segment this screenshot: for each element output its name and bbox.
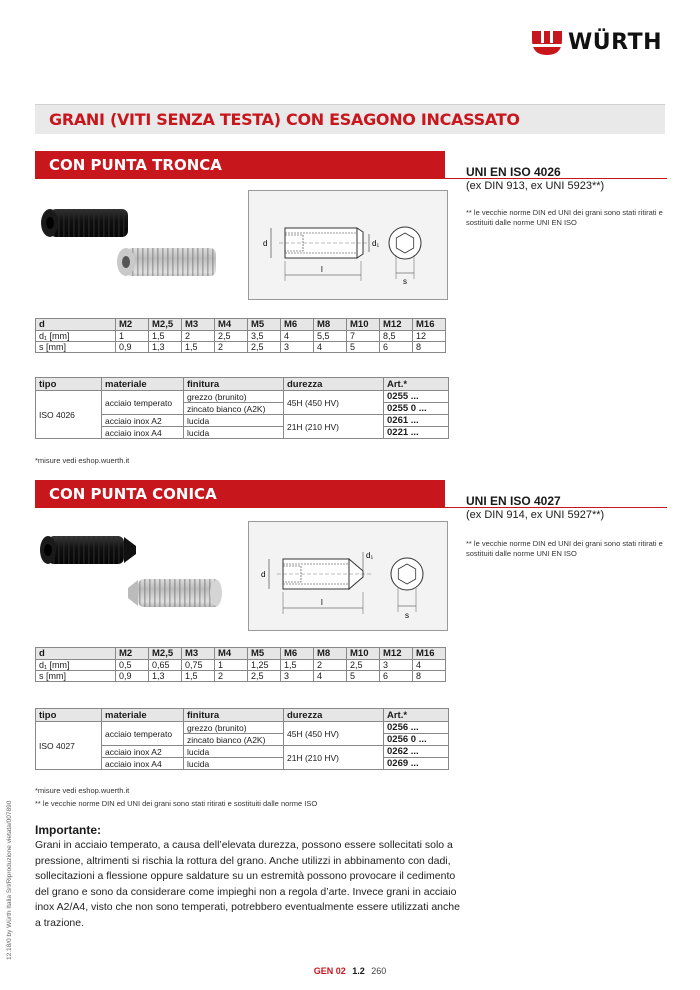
drawing-svg <box>249 191 447 299</box>
section-banner-label: CON PUNTA CONICA <box>49 485 217 503</box>
table-cell: 4 <box>281 331 314 342</box>
table-cell: lucida <box>184 758 284 770</box>
header-cell: finitura <box>184 378 284 391</box>
header-cell: M5 <box>248 319 281 331</box>
table-cell: acciaio temperato <box>102 391 184 415</box>
table-cell: s [mm] <box>36 671 116 682</box>
table-cell: 12 <box>413 331 446 342</box>
table-cell: s [mm] <box>36 342 116 353</box>
table-cell: 1,3 <box>149 342 182 353</box>
table-header-row <box>36 319 446 331</box>
article-number: 0261 ... <box>384 415 449 427</box>
table-cell: 1,5 <box>182 671 215 682</box>
header-cell: tipo <box>36 378 102 391</box>
article-number: 0269 ... <box>384 758 449 770</box>
section-banner-tronca <box>35 151 445 179</box>
table-cell: 7 <box>347 331 380 342</box>
wurth-logo-icon <box>532 31 562 55</box>
materials-table <box>35 377 449 439</box>
table-cell: 0,9 <box>116 342 149 353</box>
table-cell: lucida <box>184 746 284 758</box>
dimensions-table <box>35 318 446 353</box>
page-title: GRANI (VITI SENZA TESTA) CON ESAGONO INCASSATO <box>49 110 520 129</box>
page-footer <box>0 966 700 976</box>
table-row <box>36 722 449 734</box>
table-header-row <box>36 709 449 722</box>
table-row <box>36 671 446 682</box>
header-cell: M10 <box>347 648 380 660</box>
table-cell: 1,3 <box>149 671 182 682</box>
header-cell: M2 <box>116 319 149 331</box>
header-cell: M3 <box>182 648 215 660</box>
table-header-row <box>36 378 449 391</box>
technical-drawing-conica <box>248 521 448 631</box>
dimensions-table <box>35 647 446 682</box>
drawing-svg <box>249 522 447 630</box>
standard-subtitle: (ex DIN 914, ex UNI 5927**) <box>466 509 605 521</box>
table-cell: 5,5 <box>314 331 347 342</box>
page-title-bar <box>35 104 665 134</box>
header-cell: d <box>36 319 116 331</box>
header-cell: M6 <box>281 648 314 660</box>
table-cell: 2 <box>182 331 215 342</box>
header-cell: materiale <box>102 378 184 391</box>
table-cell: 6 <box>380 342 413 353</box>
table-cell: 8 <box>413 671 446 682</box>
table-cell: 1,5 <box>281 660 314 671</box>
header-cell: durezza <box>284 709 384 722</box>
table-cell: zincato bianco (A2K) <box>184 403 284 415</box>
footnote: *misure vedi eshop.wuerth.it <box>35 786 130 795</box>
section-banner-label: CON PUNTA TRONCA <box>49 156 222 174</box>
header-cell: M10 <box>347 319 380 331</box>
technical-drawing-tronca <box>248 190 448 300</box>
header-cell: M5 <box>248 648 281 660</box>
header-cell: d <box>36 648 116 660</box>
drawing-label-d1: d₁ <box>366 551 374 560</box>
header-cell: M2,5 <box>149 319 182 331</box>
important-text: Grani in acciaio temperato, a causa dell’elevata durezza, possono essere sollecitati solo a pressione, altrimenti si rischia la rottura del grano. Anche utilizzi in abbinamento con dadi, sollecitazioni a flessione oppure saldature su un estremità possono provocare il cedimento del grano e sono da considerare come impieghi non a regola d’arte. Invece grani in acciaio inox A2/A4, visto che non sono temperati, potrebbero eventualmente essere utilizzati anche a trazione. <box>35 839 460 929</box>
header-cell: Art.* <box>384 709 449 722</box>
table-cell: acciaio temperato <box>102 722 184 746</box>
header-cell: M8 <box>314 648 347 660</box>
table-cell: 2 <box>215 342 248 353</box>
drawing-label-d: d <box>261 570 266 579</box>
header-cell: M6 <box>281 319 314 331</box>
table-cell: zincato bianco (A2K) <box>184 734 284 746</box>
table-cell: d₁ [mm] <box>36 331 116 342</box>
table-row <box>36 391 449 403</box>
article-number: 0221 ... <box>384 427 449 439</box>
table-cell: 1,5 <box>149 331 182 342</box>
table-cell: 21H (210 HV) <box>284 746 384 770</box>
table-cell: 2,5 <box>248 342 281 353</box>
header-cell: M16 <box>413 648 446 660</box>
header-cell: M8 <box>314 319 347 331</box>
drawing-label-d1: d₁ <box>372 239 380 248</box>
standard-note: ** le vecchie norme DIN ed UNI dei grani sono stati ritirati e sostituiti dalle norme UNI EN ISO <box>466 539 663 558</box>
header-cell: M3 <box>182 319 215 331</box>
drawing-label-s: s <box>405 611 409 620</box>
table-cell: lucida <box>184 415 284 427</box>
table-cell: 8,5 <box>380 331 413 342</box>
table-cell: 0,5 <box>116 660 149 671</box>
table-cell: 3 <box>281 671 314 682</box>
table-cell: 1,25 <box>248 660 281 671</box>
brand-name: WÜRTH <box>568 30 663 55</box>
important-heading: Importante: <box>35 823 101 837</box>
table-cell: 5 <box>347 342 380 353</box>
header-cell: M16 <box>413 319 446 331</box>
table-cell: 2,5 <box>248 671 281 682</box>
table-row <box>36 660 446 671</box>
copyright-side-text: 12.18/0 by Würth Italia Srl/Riproduzione vietata/007890 <box>6 800 13 960</box>
table-cell: 5 <box>347 671 380 682</box>
table-cell: 4 <box>413 660 446 671</box>
table-cell: ISO 4027 <box>36 722 102 770</box>
table-cell: acciaio inox A4 <box>102 758 184 770</box>
table-cell: acciaio inox A2 <box>102 746 184 758</box>
header-cell: durezza <box>284 378 384 391</box>
page-number: 260 <box>371 966 387 976</box>
table-cell: 3,5 <box>248 331 281 342</box>
table-cell: 21H (210 HV) <box>284 415 384 439</box>
table-cell: 2,5 <box>215 331 248 342</box>
table-cell: 8 <box>413 342 446 353</box>
footer-section: GEN 02 <box>313 966 346 976</box>
black-screw-photo <box>38 528 138 572</box>
materials-table <box>35 708 449 770</box>
header-cell: materiale <box>102 709 184 722</box>
table-cell: 0,9 <box>116 671 149 682</box>
footnote: ** le vecchie norme DIN ed UNI dei grani sono stati ritirati e sostituiti dalle norme ISO <box>35 799 318 808</box>
standard-note: ** le vecchie norme DIN ed UNI dei grani sono stati ritirati e sostituiti dalle norme UNI EN ISO <box>466 208 663 227</box>
footer-version: 1.2 <box>352 966 365 976</box>
standard-subtitle: (ex DIN 913, ex UNI 5923**) <box>466 180 605 192</box>
article-number: 0255 0 ... <box>384 403 449 415</box>
standard-title: UNI EN ISO 4027 <box>466 494 561 508</box>
table-cell: 0,65 <box>149 660 182 671</box>
drawing-label-l: l <box>321 265 323 274</box>
steel-screw-photo <box>124 572 224 614</box>
header-cell: M2 <box>116 648 149 660</box>
table-cell: lucida <box>184 427 284 439</box>
table-row <box>36 331 446 342</box>
steel-screw-photo <box>112 240 222 286</box>
table-cell: 0,75 <box>182 660 215 671</box>
table-cell: 45H (450 HV) <box>284 391 384 415</box>
table-cell: d₁ [mm] <box>36 660 116 671</box>
header-cell: M12 <box>380 319 413 331</box>
header-cell: Art.* <box>384 378 449 391</box>
table-cell: 1 <box>116 331 149 342</box>
header-cell: M12 <box>380 648 413 660</box>
wurth-logo <box>532 30 662 55</box>
header-cell: M2,5 <box>149 648 182 660</box>
article-number: 0256 0 ... <box>384 734 449 746</box>
table-header-row <box>36 648 446 660</box>
table-cell: grezzo (brunito) <box>184 722 284 734</box>
section-banner-conica <box>35 480 445 508</box>
article-number: 0256 ... <box>384 722 449 734</box>
header-cell: tipo <box>36 709 102 722</box>
table-cell: 4 <box>314 671 347 682</box>
table-cell: 3 <box>281 342 314 353</box>
header-cell: finitura <box>184 709 284 722</box>
drawing-label-s: s <box>403 277 407 286</box>
table-cell: grezzo (brunito) <box>184 391 284 403</box>
table-cell: 2 <box>215 671 248 682</box>
standard-title: UNI EN ISO 4026 <box>466 165 561 179</box>
table-cell: 3 <box>380 660 413 671</box>
table-cell: 4 <box>314 342 347 353</box>
article-number: 0255 ... <box>384 391 449 403</box>
drawing-label-l: l <box>321 598 323 607</box>
table-cell: 6 <box>380 671 413 682</box>
footnote: *misure vedi eshop.wuerth.it <box>35 456 130 465</box>
table-cell: ISO 4026 <box>36 391 102 439</box>
table-cell: acciaio inox A2 <box>102 415 184 427</box>
table-cell: acciaio inox A4 <box>102 427 184 439</box>
table-row <box>36 342 446 353</box>
article-number: 0262 ... <box>384 746 449 758</box>
header-cell: M4 <box>215 319 248 331</box>
table-cell: 1 <box>215 660 248 671</box>
table-cell: 1,5 <box>182 342 215 353</box>
drawing-label-d: d <box>263 239 268 248</box>
table-cell: 2,5 <box>347 660 380 671</box>
table-cell: 45H (450 HV) <box>284 722 384 746</box>
table-cell: 2 <box>314 660 347 671</box>
header-cell: M4 <box>215 648 248 660</box>
